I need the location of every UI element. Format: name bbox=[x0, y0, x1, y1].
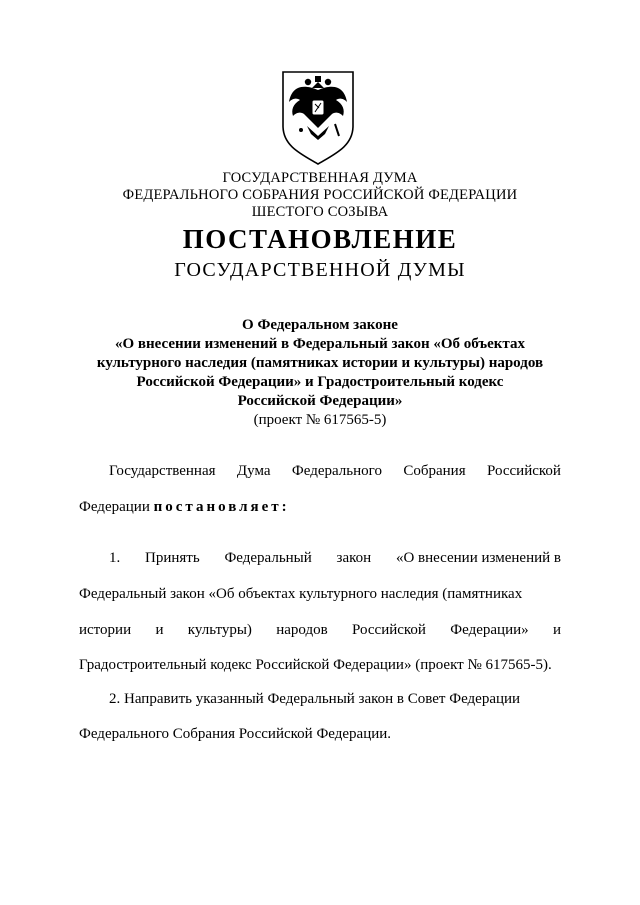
document-type-title: ПОСТАНОВЛЕНИЕ bbox=[182, 224, 458, 254]
item-1-word: и bbox=[552, 622, 561, 638]
subject-line-5: Российской Федерации» bbox=[237, 393, 403, 409]
subject-line-3: культурного наследия (памятниках истории и культуры) народов bbox=[96, 355, 544, 371]
subject-line-4: Российской Федерации» и Градостроительный кодекс bbox=[136, 374, 504, 390]
decides-word: постановляет: bbox=[153, 499, 290, 515]
item-1-line-2: Федеральный закон «Об объектах культурного наследия (памятниках bbox=[79, 586, 523, 602]
item-1-line-1 bbox=[79, 548, 561, 568]
item-1-word: закон bbox=[336, 550, 372, 566]
coat-of-arms-emblem bbox=[279, 68, 357, 166]
item-1-number: 1. bbox=[109, 550, 121, 566]
item-2-line-1: 2. Направить указанный Федеральный закон в Совет Федерации bbox=[109, 691, 521, 707]
item-1-word: Российской bbox=[352, 622, 426, 638]
preamble-line-2 bbox=[79, 497, 561, 517]
header-line-1: ГОСУДАРСТВЕННАЯ ДУМА bbox=[222, 170, 418, 186]
item-1-word: культуры) bbox=[187, 622, 252, 638]
preamble-word: Российской bbox=[487, 463, 561, 479]
preamble-word: Федерации bbox=[79, 499, 150, 515]
item-1-word: народов bbox=[276, 622, 328, 638]
preamble-line-1 bbox=[79, 461, 561, 481]
document-issuer-title: ГОСУДАРСТВЕННОЙ ДУМЫ bbox=[174, 259, 466, 281]
preamble-word: Федерального bbox=[291, 463, 382, 479]
issuer-header bbox=[0, 170, 640, 221]
header-line-2: ФЕДЕРАЛЬНОГО СОБРАНИЯ РОССИЙСКОЙ ФЕДЕРАЦИИ bbox=[122, 187, 518, 203]
header-line-3: ШЕСТОГО СОЗЫВА bbox=[251, 204, 389, 220]
preamble-word: Собрания bbox=[403, 463, 466, 479]
document-subject bbox=[0, 316, 640, 430]
preamble-word: Государственная bbox=[109, 463, 216, 479]
item-2-line-2: Федерального Собрания Российской Федерации. bbox=[79, 726, 392, 742]
item-1-word: Федерации» bbox=[450, 622, 529, 638]
item-1-word: Федеральный bbox=[224, 550, 312, 566]
item-1-line-4: Градостроительный кодекс Российской Федерации» (проект № 617565-5). bbox=[79, 657, 552, 673]
subject-line-1: О Федеральном законе bbox=[242, 317, 398, 333]
preamble-word: Дума bbox=[236, 463, 271, 479]
subject-line-2: «О внесении изменений в Федеральный закон «Об объектах bbox=[114, 336, 525, 352]
item-1-word: и bbox=[155, 622, 164, 638]
item-1-word: «О внесении изменений в bbox=[395, 550, 561, 566]
item-1-word: истории bbox=[79, 622, 132, 638]
item-1-word: Принять bbox=[145, 550, 200, 566]
project-number: (проект № 617565-5) bbox=[253, 412, 387, 428]
item-1-line-3 bbox=[79, 620, 561, 640]
